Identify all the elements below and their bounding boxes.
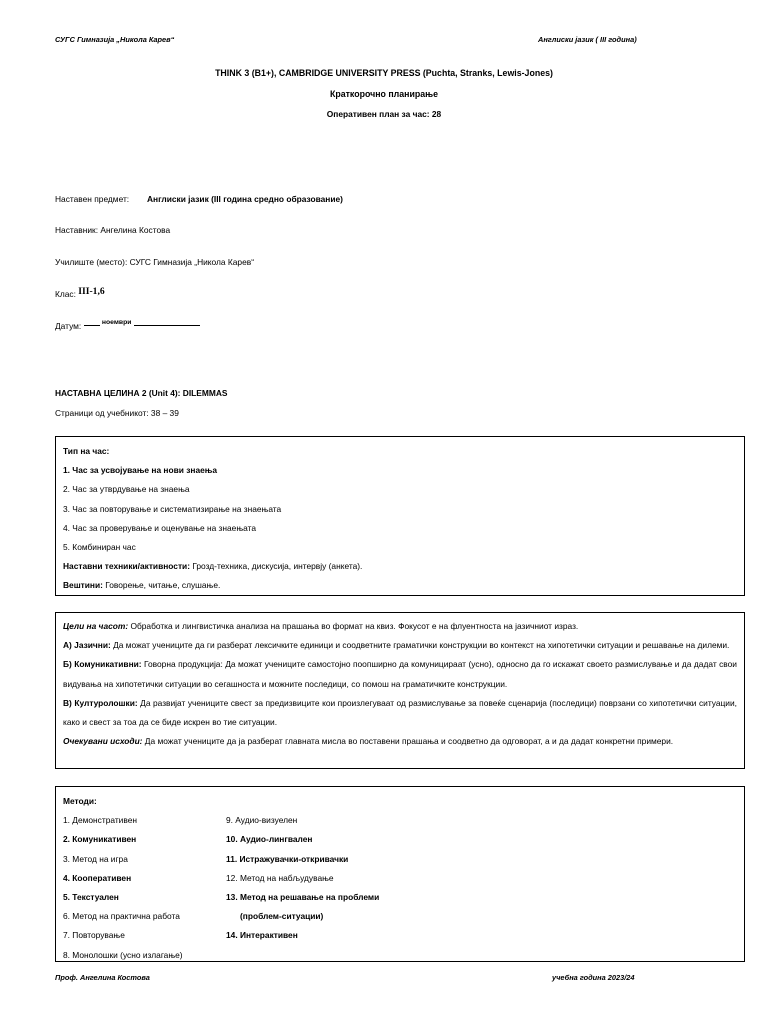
subject-label: Наставен предмет: — [55, 194, 130, 204]
method-item: 8. Монолошки (усно излагање) — [63, 949, 183, 960]
lesson-type-heading: Тип на час: — [63, 446, 110, 456]
date-year-blank — [134, 325, 200, 326]
method-item: 5. Текстуален — [63, 892, 119, 903]
skills-label: Вештини: — [63, 580, 103, 591]
methods-box — [55, 786, 745, 962]
lesson-type-item: 3. Час за повторување и систематизирање на знаењата — [63, 503, 282, 514]
goal-c-label: В) Културолошки: — [63, 697, 138, 708]
goal-c-text: Да развијат учениците свест за предизвиците кои произлегуваат од размислување за повеќе сценарија (последици) поврзани со хипотетички ситуации, како и свест за тоа да се биде искрен во тие ситуации. — [63, 697, 737, 728]
expected-text: Да можат учениците да ја разберат главната мисла во поставени прашања и соодветно да одговорат, а и да дадат конкретни примери. — [142, 736, 674, 747]
techniques-row — [63, 557, 737, 576]
method-item: 13. Метод на решавање на проблеми — [226, 892, 380, 902]
subject-row — [55, 194, 343, 204]
header-school: СУГС Гимназија „Никола Карев“ — [55, 35, 175, 44]
main-goal — [63, 617, 737, 636]
techniques-value: Грозд-техника, дискусија, интервју (анкета). — [190, 561, 363, 572]
teacher-line: Наставник: Ангелина Костова — [55, 225, 171, 235]
date-label: Датум: — [55, 321, 82, 331]
skills-value: Говорење, читање, слушање. — [102, 580, 221, 591]
goal-a-label: А) Јазични: — [63, 640, 111, 651]
method-item: 6. Метод на практична работа — [63, 911, 180, 922]
footer-author: Проф. Ангелина Костова — [55, 973, 150, 982]
method-item: 9. Аудио-визуелен — [226, 815, 298, 826]
methods-right-column — [226, 811, 737, 945]
lesson-type-item: 4. Час за проверување и оценување на знаењата — [63, 522, 257, 533]
subject-value: Англиски јазик (III година средно образование) — [147, 194, 343, 204]
expected-label: Очекувани исходи: — [63, 736, 143, 747]
method-item: 4. Кооперативен — [63, 872, 132, 883]
class-label: Клас: — [55, 289, 76, 299]
lesson-type-item: 2. Час за утврдување на знаења — [63, 484, 190, 495]
main-goal-label: Цели на часот: — [63, 621, 129, 631]
unit-title: НАСТАВНА ЦЕЛИНА 2 (Unit 4): DILEMMAS — [55, 388, 228, 398]
operative-plan-title: Оперативен план за час: 28 — [326, 109, 442, 119]
date-month: ноември — [101, 319, 132, 326]
method-item: 10. Аудио-лингвален — [226, 834, 313, 845]
goal-b-text: Говорна продукција: Да можат учениците самостојно поопширно да комуницираат (усно), односно да го искажат своето размислување и да дадат свои видувања на хипотетички ситуации во сегашноста и можните последици, со помош на граматичките конструкции. — [63, 659, 737, 689]
goal-a-text: Да можат учениците да ги разберат лексичките единици и соодветните граматички конструкции во контекст на хипотетички ситуации и решавање на дилеми. — [110, 640, 730, 651]
school-line: Училиште (место): СУГС Гимназија „Никола Карев“ — [55, 257, 254, 267]
date-day-blank — [84, 325, 100, 326]
footer-school-year: учебна година 2023/24 — [552, 973, 635, 982]
goal-b-label: Б) Комуникативни: — [63, 659, 142, 670]
goal-b — [63, 655, 737, 693]
class-row — [55, 286, 105, 297]
method-item: 2. Комуникативен — [63, 834, 137, 845]
textbook-pages: Страници од учебникот: 38 – 39 — [55, 408, 179, 418]
lesson-type-box — [55, 436, 745, 596]
techniques-label: Наставни техники/активности: — [63, 561, 190, 572]
header-subject-year: Англиски јазик ( III година) — [538, 35, 637, 44]
method-item: 12. Метод на набљудување — [226, 872, 334, 883]
goals-box — [55, 612, 745, 769]
expected-outcomes — [63, 732, 737, 751]
lesson-type-item: 1. Час за усвојување на нови знаења — [63, 465, 218, 476]
class-value: III-1,6 — [78, 286, 105, 297]
method-item-continuation: (проблем-ситуации) — [240, 911, 324, 922]
methods-left-column — [63, 792, 223, 965]
planning-title: Краткорочно планирање — [329, 89, 438, 99]
method-item: 1. Демонстративен — [63, 815, 137, 826]
goal-c — [63, 694, 737, 732]
book-title: THINK 3 (B1+), CAMBRIDGE UNIVERSITY PRESS (Puchta, Stranks, Lewis-Jones) — [215, 68, 553, 78]
date-row — [55, 318, 200, 331]
skills-row — [63, 576, 737, 595]
methods-heading: Методи: — [63, 796, 97, 806]
lesson-type-item: 5. Комбиниран час — [63, 542, 136, 553]
method-item: 14. Интерактивен — [226, 930, 298, 941]
method-item: 7. Повторување — [63, 930, 125, 941]
method-item: 11. Истражувачки-откривачки — [226, 853, 349, 864]
method-item: 3. Метод на игра — [63, 853, 128, 864]
main-goal-text: Обработка и лингвистичка анализа на прашања во формат на квиз. Фокусот е на флуентноста на јазичниот израз. — [128, 621, 579, 631]
goal-a — [63, 636, 737, 655]
